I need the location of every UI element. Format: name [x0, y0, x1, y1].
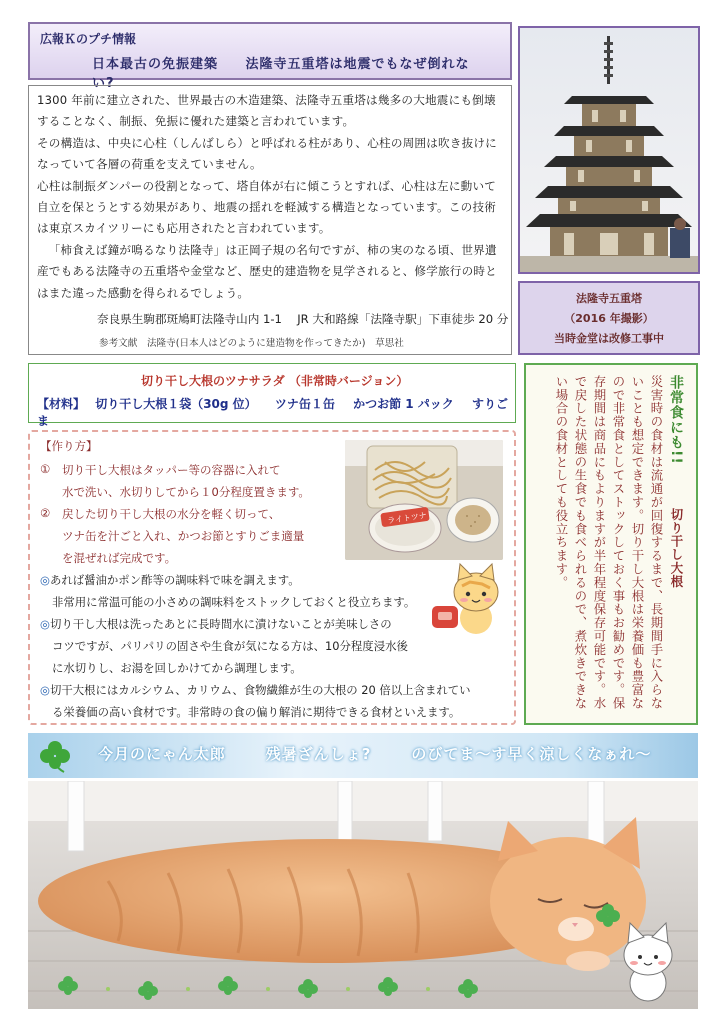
note-mark: ◎ — [40, 573, 50, 587]
caption-note: 当時金堂は改修工事中 — [554, 332, 664, 345]
recipe-title: 切り干し大根のツナサラダ （非常時バージョン） — [141, 374, 409, 388]
note-text: あれば醤油かポン酢等の調味料で味を調えます。 — [49, 573, 300, 587]
dried-radish-photo — [345, 440, 503, 560]
note-3-line-1 — [40, 682, 471, 698]
article-paragraph-4: 「柿食えば鐘が鳴るなり法隆寺」は正岡子規の名句ですが、柿の実のなる頃、世界遺産でもある法隆寺の五重塔や金堂など、歴史的建造物を見学されると、修学旅行の時とはまた違った感動を得られるでしょう。 — [37, 242, 497, 300]
banner-text — [98, 743, 651, 764]
material-item: 切り干し大根１袋（30g 位） — [95, 397, 257, 411]
caption-title: 法隆寺五重塔 — [576, 292, 642, 305]
header-title-1: 日本最古の免振建築 — [92, 57, 219, 72]
note-1-line-1 — [40, 572, 300, 588]
note-2-line-2: コツですが、パリパリの固さや生食が気になる方は、10分程度浸水後 — [52, 639, 408, 653]
note-1-line-2: 非常用に常温可能の小さめの調味料をストックしておくと役立ちます。 — [52, 595, 416, 609]
article-paragraph-2: その構造は、中央に心柱（しんばしら）と呼ばれる柱があり、心柱の周囲は吹き抜けになっていて各層の荷重を支えていません。 — [37, 135, 497, 172]
howto-label: 【作り方】 — [40, 439, 98, 453]
material-item: すりごま — [37, 397, 508, 428]
note-text: 切り干し大根は洗ったあとに長時間水に漬けないことが美味しさの — [49, 617, 392, 631]
cat-banner — [28, 733, 698, 778]
recipe-header — [28, 363, 516, 428]
step-2-number: ② — [40, 506, 51, 520]
article-paragraph-1: 1300 年前に建立された、世界最古の木造建築、法隆寺五重塔は幾多の大地震にも倒壊することなく、制振、免振に優れた建築と言われています。 — [37, 93, 496, 129]
note-3-line-2: る栄養価の高い食材です。非常時の食の偏り解消に期待できる食材といえます。 — [52, 705, 461, 719]
banner-part-3: のびてま～す早く涼しくなぁれ～ — [411, 745, 652, 763]
side-note-body: 災害時の食材は流通が回復するまで、長期間手に入らないことも想定できます。切り干し大根は栄養価も豊富なので非常食としてストックしておく事もお勧めです。保存期間は商品にもよりますが半年程度保存可能です。水で戻した状態の生食でも食べられるので、煮炊きできない場合の食材としても役立ちます。 — [554, 375, 664, 710]
note-text: 切干大根にはカルシウム、カリウム、食物繊維が生の大根の 20 倍以上含まれてい — [49, 683, 471, 697]
mascot-cat-icon — [430, 562, 508, 640]
material-item: ツナ缶１缶 — [274, 397, 335, 411]
tuna-can-label: ライトツナ — [386, 511, 428, 526]
banner-part-1: 今月のにゃん太郎 — [98, 745, 226, 763]
pagoda-article — [28, 85, 512, 355]
cat-photo — [28, 781, 698, 1009]
caption-year: （2016 年撮影） — [564, 312, 654, 325]
reference: 参考文献 法隆寺(日本人はどのように建造物を作ってきたか) 草思社 — [99, 338, 404, 349]
side-note-text — [552, 375, 686, 715]
article-body — [37, 90, 505, 304]
material-item: かつお節 1 パック — [353, 397, 454, 411]
note-mark: ◎ — [40, 617, 50, 631]
banner-part-2: 残暑ざんしょ? — [265, 745, 372, 763]
step-2-line-2: ツナ缶を汁ごと入れ、かつお節とすりごま適量 — [62, 529, 305, 543]
step-2-line-3: を混ぜれば完成です。 — [62, 551, 177, 565]
step-1-number: ① — [40, 462, 51, 476]
clover-icon — [38, 739, 72, 773]
emergency-food-note — [524, 363, 698, 725]
step-2-line-1: 戻した切り干し大根の水分を軽く切って、 — [62, 507, 281, 521]
side-note-subtitle: 切り干し大根 — [669, 508, 684, 589]
note-mark: ◎ — [40, 683, 50, 697]
newsletter-header — [28, 22, 512, 91]
article-paragraph-3: 心柱は制振ダンパーの役割となって、塔自体が右に傾こうとすれば、心柱は左に動いて自立を保とうとする効果があり、地震の揺れを軽減する構造となっています。この技術は東京スカイツリーにも応用されたと言われています。 — [37, 178, 497, 236]
temple-address: 奈良県生駒郡斑鳩町法隆寺山内 1-1 JR 大和路線「法隆寺駅」下車徒歩 20 分 — [97, 312, 509, 326]
header-tag: 広報Ｋのプチ情報 — [40, 32, 137, 46]
step-1-line-2: 水で洗い、水切りしてから１0分程度置きます。 — [62, 485, 310, 499]
pagoda-photo — [518, 26, 700, 274]
recipe-materials — [37, 395, 515, 429]
step-1-line-1: 切り干し大根はタッパー等の容器に入れて — [62, 463, 281, 477]
side-note-title: 非常食にも!! — [668, 375, 684, 465]
note-2-line-3: に水切りし、お湯を回しかけてから調理します。 — [52, 661, 302, 675]
photo-caption — [518, 281, 700, 355]
header-title-2: 法隆寺五重塔は地震でもなぜ倒れない? — [92, 57, 470, 91]
materials-label: 【材料】 — [37, 397, 86, 411]
note-2-line-1 — [40, 616, 392, 632]
